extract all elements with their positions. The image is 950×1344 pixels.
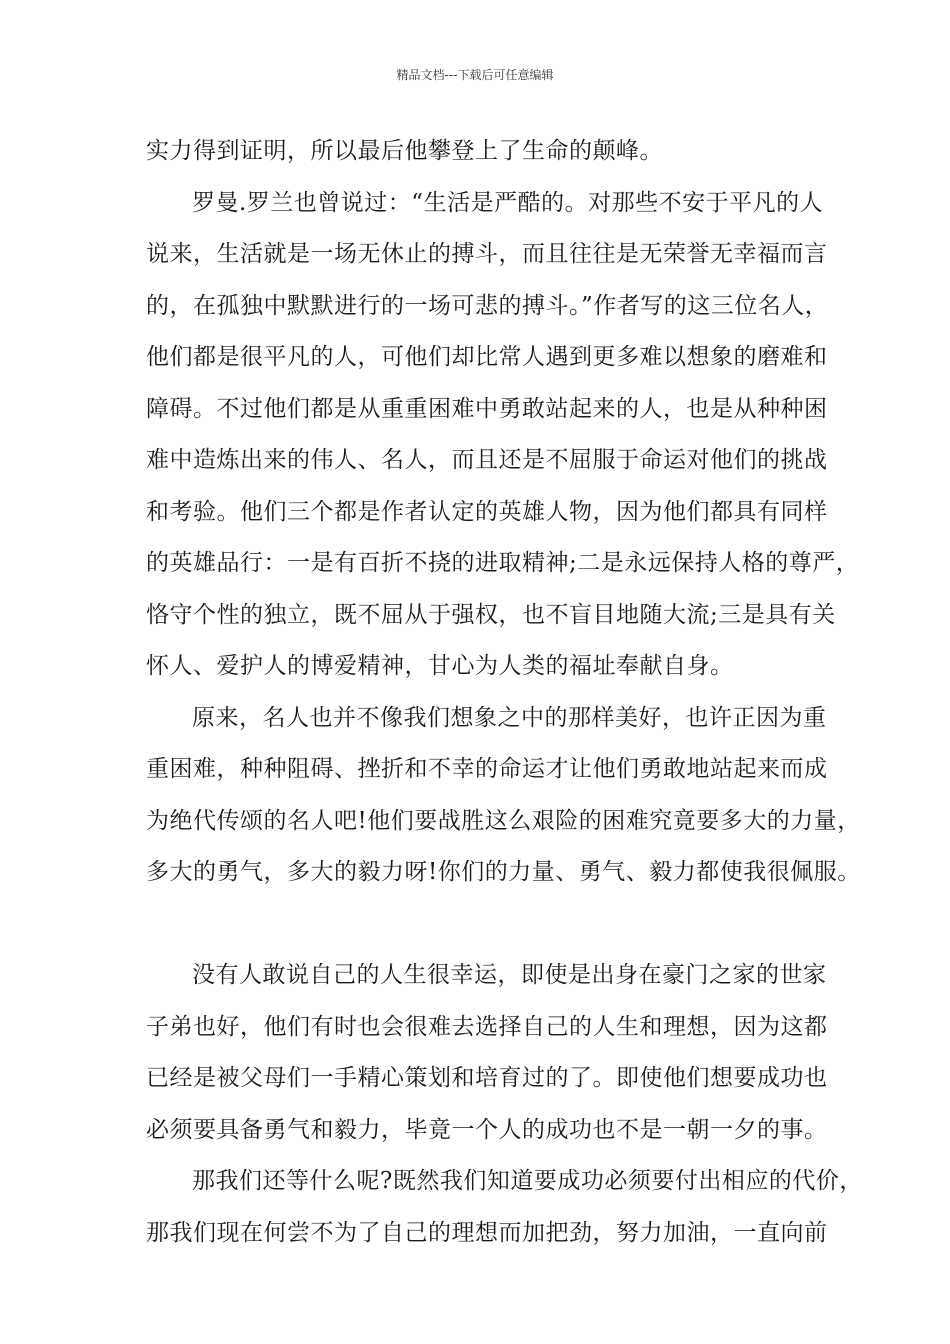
text-line: 为绝代传颂的名人吧!他们要战胜这么艰险的困难究竟要多大的力量， (146, 807, 861, 834)
text-line: 必须要具备勇气和毅力，毕竟一个人的成功也不是一朝一夕的事。 (146, 1116, 828, 1143)
paragraph-start-line: 罗曼.罗兰也曾说过：“生活是严酷的。对那些不安于平凡的人 (192, 189, 824, 216)
text-line: 的，在孤独中默默进行的一场可悲的搏斗。”作者写的这三位名人， (146, 292, 829, 319)
text-line: 多大的勇气，多大的毅力呀!你们的力量、勇气、毅力都使我很佩服。 (146, 859, 861, 885)
text-line: 已经是被父母们一手精心策划和培育过的了。即使他们想要成功也 (146, 1065, 828, 1091)
text-line: 的英雄品行：一是有百折不挠的进取精神;二是永远保持人格的尊严， (146, 550, 860, 576)
text-line: 难中造炼出来的伟人、名人，而且还是不屈服于命运对他们的挑战 (146, 447, 828, 473)
text-line: 他们都是很平凡的人，可他们却比常人遇到更多难以想象的磨难和 (146, 344, 828, 370)
text-line: 实力得到证明，所以最后他攀登上了生命的颠峰。 (146, 138, 663, 164)
document-body (146, 126, 863, 1259)
text-line: 说来，生活就是一场无休止的搏斗，而且往往是无荣誉无幸福而言 (146, 241, 828, 267)
paragraph-start-line: 没有人敢说自己的人生很幸运，即使是出身在豪门之家的世家 (192, 962, 827, 988)
text-line: 怀人、爱护人的博爱精神，甘心为人类的福址奉献自身。 (146, 653, 734, 679)
paragraph-start-line: 原来，名人也并不像我们想象之中的那样美好，也许正因为重 (192, 704, 827, 731)
text-line: 重困难，种种阻碍、挫折和不幸的命运才让他们勇敢地站起来而成 (146, 756, 828, 782)
text-line: 恪守个性的独立，既不屈从于强权，也不盲目地随大流;三是具有关 (146, 601, 836, 628)
text-line: 那我们现在何尝不为了自己的理想而加把劲，努力加油，一直向前 (146, 1219, 828, 1246)
paragraph-gap (146, 899, 826, 951)
paragraph-start-line: 那我们还等什么呢?既然我们知道要成功必须要付出相应的代价， (192, 1168, 863, 1194)
text-line: 子弟也好，他们有时也会很难去选择自己的人生和理想，因为这都 (146, 1013, 828, 1040)
page-header: 精品文档---下载后可任意编辑 (396, 68, 554, 82)
text-line: 障碍。不过他们都是从重重困难中勇敢站起来的人，也是从种种困 (146, 395, 828, 422)
text-line: 和考验。他们三个都是作者认定的英雄人物，因为他们都具有同样 (146, 498, 828, 525)
